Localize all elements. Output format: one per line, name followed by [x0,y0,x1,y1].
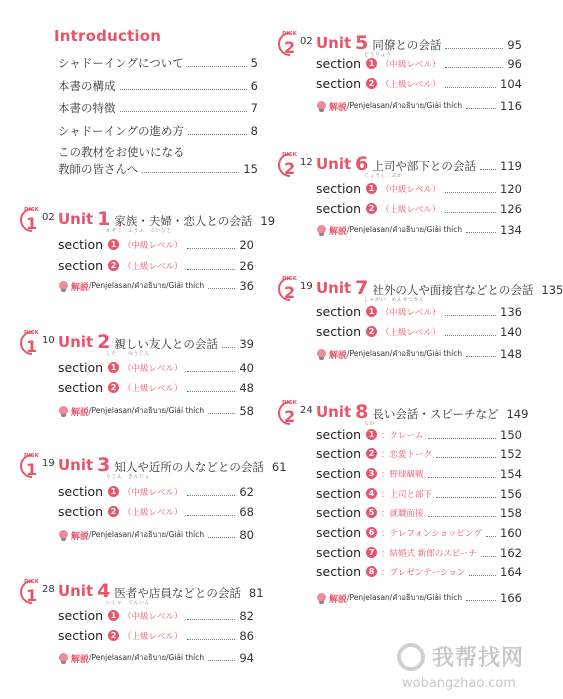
section-row[interactable] [316,427,522,442]
level-label: （中級レベル） [381,59,441,70]
section-number-badge: 2 [108,382,119,393]
lightbulb-icon [58,530,69,541]
leader-dots [208,536,235,538]
section-number-badge: 1 [108,610,119,621]
leader-dots [188,65,247,67]
ruby: ちじん きんじょ [106,474,151,480]
leader-dots [187,268,236,270]
leader-dots [445,66,504,68]
unit-block-1 [20,207,276,303]
magnifier-icon [397,643,425,671]
section-number-badge: 1 [108,239,119,250]
section-number-badge: 2 [366,448,377,459]
watermark-text: 我帮找网 [432,646,525,671]
unit-heading[interactable] [316,277,563,299]
section-row[interactable] [58,237,254,252]
leader-dots [436,456,496,458]
kaisetsu-row[interactable] [58,528,254,542]
intro-item[interactable] [58,56,258,70]
disk-label: DISK [282,276,297,282]
section-word: section [58,608,104,623]
section-word: section [316,304,362,319]
unit-title: 医者や店員などとの会話 [114,586,241,600]
intro-title: Introduction [54,27,162,45]
page-number: 158 [500,505,522,520]
unit-block-2 [20,331,260,426]
page-number: 119 [500,159,522,173]
unit-word: Unit [316,34,352,52]
page-number: 140 [500,324,522,339]
intro-item[interactable] [58,124,258,138]
leader-dots [445,314,497,316]
section-number-badge: 7 [366,547,377,558]
page-number: 26 [239,258,254,273]
section-word: section [316,466,362,481]
page-number: 135 [541,283,563,297]
section-row[interactable] [316,545,522,560]
page-number: 68 [239,504,254,519]
intro-item-label: 本書の特徴 [58,101,116,115]
ruby: どうりょう [364,52,392,58]
level-label: （上級レベル） [381,327,441,338]
unit-heading[interactable] [316,401,529,423]
section-row[interactable] [316,446,522,461]
level-label: （中級レベル） [123,611,183,622]
section-topic: ：恋愛トーク [381,449,433,460]
section-number-badge: 2 [366,203,377,214]
page-number: 40 [239,360,254,375]
disk-number: 1 [26,214,38,233]
unit-heading[interactable] [58,454,287,476]
lightbulb-icon [316,101,327,112]
level-label: （上級レベル） [123,261,183,272]
ruby: かぞく ふうふ こいびと [106,228,173,234]
leader-dots [436,496,496,498]
disk-number: 2 [284,407,296,426]
kaisetsu-text: /Penjelasan/คำอธิบาย/Giải thích [89,406,205,415]
leader-dots [208,412,235,414]
unit-block-3 [20,453,287,549]
section-row[interactable] [58,484,254,499]
page-number: 162 [500,545,522,560]
leader-dots [466,107,496,109]
kaisetsu-text: /Penjelasan/คำอธิบาย/Giải thích [347,101,463,110]
level-label: （上級レベル） [381,204,441,215]
leader-dots [445,191,497,193]
section-number-badge: 1 [366,58,377,69]
section-topic: ：プレゼンテーション [381,567,466,578]
leader-dots [480,168,496,170]
kaisetsu-text: /Penjelasan/คำอธิบาย/Giải thích [89,653,205,662]
page-number: 82 [239,608,254,623]
track-number: 12 [300,157,313,168]
leader-dots [187,390,236,392]
leader-dots [428,437,497,439]
kaisetsu-keyword: 解説 [71,531,90,542]
section-row[interactable] [58,380,254,395]
section-number-badge: 2 [366,78,377,89]
page-number: 19 [260,214,276,228]
page-number: 120 [500,181,522,196]
page-number: 149 [506,407,529,421]
kaisetsu-keyword: 解説 [329,226,348,237]
section-word: section [316,505,362,520]
track-number: 19 [42,458,55,469]
level-label: （中級レベル） [381,307,441,318]
section-topic: ：クレーム [381,430,424,441]
unit-heading[interactable] [58,333,254,351]
leader-dots [466,355,496,357]
unit-number: 2 [97,331,111,353]
intro-item-label: 本書の構成 [58,79,116,93]
section-number-badge: 1 [108,362,119,373]
section-word: section [316,446,362,461]
section-word: section [316,56,362,71]
intro-item[interactable] [58,101,258,115]
page-number: 81 [248,586,264,600]
ruby: した ゆうじん [106,351,151,357]
unit-word: Unit [58,210,94,228]
lightbulb-icon [58,281,69,292]
section-row[interactable] [316,304,522,319]
kaisetsu-keyword: 解説 [329,594,348,605]
section-word: section [58,504,104,519]
unit-block-5 [278,32,526,127]
leader-dots [187,618,236,620]
disk-number: 1 [26,586,38,605]
section-row[interactable] [316,486,522,501]
page-number: 136 [500,304,522,319]
page-number: 86 [239,628,254,643]
leader-dots [222,346,235,348]
disk-label: DISK [24,579,39,585]
section-row[interactable] [58,608,254,623]
page-number: 166 [500,591,522,605]
level-label: （上級レベル） [123,383,183,394]
section-number-badge: 6 [366,527,377,538]
page-number: 164 [500,564,522,579]
page-number: 6 [250,79,258,93]
disk-number: 2 [284,283,296,302]
level-label: （上級レベル） [123,507,183,518]
kaisetsu-row[interactable] [58,404,254,418]
page-number: 5 [250,56,258,70]
unit-number: 6 [355,153,369,175]
lightbulb-icon [316,225,327,236]
section-number-badge: 1 [108,486,119,497]
track-number: 02 [300,36,313,47]
section-number-badge: 2 [108,630,119,641]
section-number-badge: 5 [366,507,377,518]
section-topic: ：テレフォンショッピング [381,528,482,539]
unit-block-4 [20,579,264,675]
kaisetsu-row[interactable] [58,279,254,293]
leader-dots [469,574,496,576]
track-number: 24 [300,405,313,416]
lightbulb-icon [316,593,327,604]
kaisetsu-text: /Penjelasan/คำอธิบาย/Giải thích [89,281,205,290]
leader-dots [466,231,496,233]
intro-item-label: シャドーイングの進め方 [58,124,185,138]
level-label: （中級レベル） [123,363,183,374]
section-row[interactable] [316,56,522,71]
section-number-badge: 2 [366,326,377,337]
intro-item-label: シャドーイングについて [58,56,184,70]
section-number-badge: 1 [366,429,377,440]
disk-number: 2 [284,38,296,57]
section-number-badge: 2 [108,260,119,271]
unit-number: 5 [355,32,369,54]
intro-item[interactable] [58,162,258,176]
section-word: section [316,564,362,579]
page-number: 134 [500,223,522,237]
page-number: 160 [500,525,522,540]
disk-label: DISK [282,152,297,158]
section-topic: ：結婚式 新郎のスピーチ [381,548,477,559]
unit-title: 上司や部下との会話 [372,159,476,173]
watermark-url: wobangzhao.com [402,676,516,691]
page-number: 39 [239,337,254,351]
unit-block-6 [278,153,526,248]
leader-dots [445,334,497,336]
section-row[interactable] [58,258,254,273]
level-label: （上級レベル） [381,79,441,90]
intro-item [58,145,258,159]
unit-title: 同僚との会話 [372,38,442,52]
section-row[interactable] [316,564,522,579]
page-number: 8 [250,124,258,138]
page-number: 58 [239,404,254,418]
section-topic: ：上司と部下 [381,489,433,500]
level-label: （中級レベル） [381,184,441,195]
unit-title: 親しい友人との会話 [114,337,218,351]
intro-item-label: この教材をお使いになる [58,145,185,159]
kaisetsu-text: /Penjelasan/คำอธิบาย/Giải thích [89,530,205,539]
watermark [392,636,552,699]
kaisetsu-text: /Penjelasan/คำอธิบาย/Giải thích [347,225,463,234]
section-word: section [58,484,104,499]
page-number: 62 [239,484,254,499]
unit-word: Unit [316,155,352,173]
section-row[interactable] [316,181,522,196]
section-row[interactable] [58,504,254,519]
section-word: section [316,525,362,540]
leader-dots [445,211,497,213]
unit-block-8 [278,400,529,611]
track-number: 10 [42,335,55,346]
level-label: （中級レベル） [123,240,183,251]
ruby: なが [364,421,376,427]
section-number-badge: 2 [108,506,119,517]
unit-block-7 [278,276,563,372]
kaisetsu-row[interactable] [58,651,254,665]
leader-dots [481,555,496,557]
page-number: 61 [271,460,287,474]
unit-heading[interactable] [316,34,522,52]
page-number: 150 [500,427,522,442]
intro-item[interactable] [58,79,258,93]
track-number: 02 [42,212,55,223]
kaisetsu-keyword: 解説 [71,282,90,293]
leader-dots [187,370,236,372]
leader-dots [208,659,235,661]
unit-title: 知人や近所の人などとの会話 [114,460,264,474]
disk-label: DISK [282,31,297,37]
section-word: section [316,181,362,196]
unit-number: 4 [97,580,111,602]
unit-title: 長い会話・スピーチなど [372,407,499,421]
leader-dots [466,599,496,601]
unit-word: Unit [58,456,94,474]
unit-heading[interactable] [58,208,276,230]
section-word: section [58,628,104,643]
page-number: 15 [243,162,258,176]
level-label: （上級レベル） [123,631,183,642]
kaisetsu-text: /Penjelasan/คำอธิบาย/Giải thích [347,593,463,602]
unit-number: 7 [355,277,369,299]
unit-heading[interactable] [316,155,522,173]
section-word: section [316,486,362,501]
section-word: section [58,360,104,375]
leader-dots [486,535,496,537]
kaisetsu-text: /Penjelasan/คำอธิบาย/Giải thích [347,349,463,358]
disk-number: 1 [26,460,38,479]
page-number: 80 [239,528,254,542]
section-word: section [58,380,104,395]
disk-number: 2 [284,159,296,178]
page-number: 94 [239,651,254,665]
section-row[interactable] [316,466,522,481]
section-word: section [58,258,104,273]
leader-dots [208,287,235,289]
section-word: section [316,76,362,91]
leader-dots [428,515,497,517]
ruby: いしゃ てんいん [106,600,151,606]
section-row[interactable] [316,201,522,216]
page-number: 126 [500,201,522,216]
unit-title: 家族・夫婦・恋人との会話 [114,214,253,228]
unit-number: 8 [355,401,369,423]
intro-item-label: 教師の皆さんへ [58,162,139,176]
page-number: 116 [500,99,522,113]
disk-number: 1 [26,337,38,356]
disk-label: DISK [24,453,39,459]
ruby: じょうし ぶか [364,173,403,179]
level-label: （中級レベル） [123,487,183,498]
section-row[interactable] [58,628,254,643]
unit-word: Unit [316,403,352,421]
section-word: section [316,427,362,442]
unit-word: Unit [58,582,94,600]
section-row[interactable] [316,525,522,540]
section-row[interactable] [316,324,522,339]
section-word: section [316,324,362,339]
unit-word: Unit [316,279,352,297]
section-word: section [58,237,104,252]
unit-title: 社外の人や面接官などとの会話 [372,283,534,297]
page-number: 95 [507,38,522,52]
leader-dots [120,88,247,90]
section-word: section [316,545,362,560]
section-number-badge: 1 [366,306,377,317]
section-row[interactable] [58,360,254,375]
page-number: 152 [500,446,522,461]
leader-dots [188,133,247,135]
section-number-badge: 8 [366,566,377,577]
page-number: 36 [239,279,254,293]
lightbulb-icon [58,406,69,417]
page-number: 7 [250,101,258,115]
page-number: 48 [239,380,254,395]
leader-dots [428,476,497,478]
page-number: 148 [500,347,522,361]
kaisetsu-row[interactable] [316,99,522,113]
unit-number: 3 [97,454,111,476]
leader-dots [120,110,247,112]
page-number: 20 [239,237,254,252]
leader-dots [142,171,239,173]
section-number-badge: 3 [366,468,377,479]
page-number: 104 [500,76,522,91]
disk-label: DISK [282,400,297,406]
leader-dots [445,86,497,88]
leader-dots [445,47,503,49]
section-number-badge: 4 [366,488,377,499]
kaisetsu-keyword: 解説 [71,407,90,418]
ruby: しゃがい めんせつかん [364,297,425,303]
kaisetsu-keyword: 解説 [329,350,348,361]
section-row[interactable] [316,505,522,520]
section-row[interactable] [316,76,522,91]
track-number: 28 [42,584,55,595]
disk-label: DISK [24,207,39,213]
kaisetsu-row[interactable] [316,347,522,361]
kaisetsu-keyword: 解説 [329,102,348,113]
page-number: 96 [507,56,522,71]
page-number: 154 [500,466,522,481]
section-topic: ：就職面接 [381,508,424,519]
lightbulb-icon [58,653,69,664]
unit-word: Unit [58,333,94,351]
disk-label: DISK [24,330,39,336]
leader-dots [187,638,236,640]
kaisetsu-row[interactable] [316,591,522,605]
kaisetsu-row[interactable] [316,223,522,237]
lightbulb-icon [316,349,327,360]
section-word: section [316,201,362,216]
unit-number: 1 [97,208,111,230]
unit-heading[interactable] [58,580,264,602]
section-number-badge: 1 [366,183,377,194]
section-topic: ：野球観戦 [381,469,424,480]
leader-dots [187,514,236,516]
page-number: 156 [500,486,522,501]
leader-dots [187,494,236,496]
track-number: 19 [300,281,313,292]
kaisetsu-keyword: 解説 [71,654,90,665]
leader-dots [187,247,236,249]
